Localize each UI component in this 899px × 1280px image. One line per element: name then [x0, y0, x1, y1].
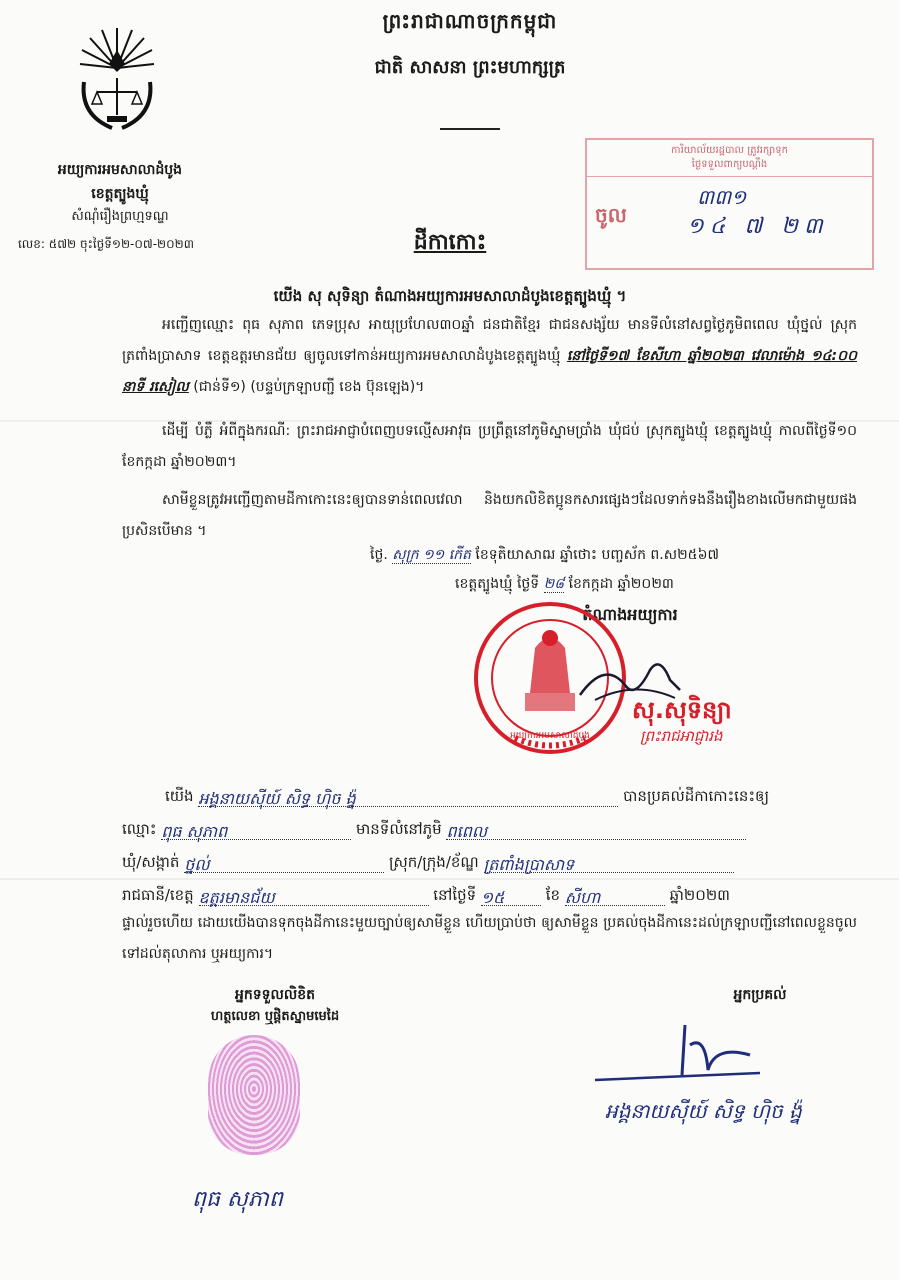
delivery-month-field: សីហា	[565, 887, 665, 906]
delivery-line-4	[122, 884, 857, 906]
office-file: សំណុំរឿងព្រហ្មទណ្ឌ	[71, 209, 169, 224]
receiver-name-handwritten: ពុធ សុភាព	[192, 1187, 283, 1212]
receipt-stamp-label: ចូល	[595, 203, 627, 227]
receiver-subtitle: ហត្ថលេខា ឬផ្តិតស្នាមមេដៃ	[210, 1009, 340, 1024]
lunar-suffix: ខែទុតិយាសាឍ ឆ្នាំថោះ បញ្ចស័ក ព.ស២៥៦៧	[475, 547, 719, 563]
l4-mid: នៅថ្ងៃទី	[433, 886, 477, 904]
office-name: អយ្យការអមសាលាដំបូង	[57, 162, 183, 178]
purpose-text: ដើម្បី បំភ្លឺ អំពីក្នុងករណី: ព្រះរាជអាជ្ញាបំពេញបទល្មើសអាវុធ ប្រព្រឹត្តនៅភូមិស្នាមប្រាំង ឃុំជប់ ស្រុកត្បូងឃ្មុំ ខេត្តត្បូងឃ្មុំ កាលពីថ្ងៃទី១០ ខែកក្កដា ឆ្នាំ២០២៣។	[122, 423, 857, 470]
lunar-day: សុក្រ ១១ កើត	[392, 547, 471, 563]
receipt-stamp-line2: ថ្ងៃទទួលពាក្យបណ្តឹង	[691, 159, 768, 170]
solar-suffix: ខែកក្កដា ឆ្នាំ២០២៣	[568, 576, 674, 592]
header-divider	[440, 128, 500, 130]
receiver-title: អ្នកទទួលលិខិត	[235, 987, 315, 1003]
l4-year: ឆ្នាំ២០២៣	[669, 886, 730, 904]
lunar-prefix: ថ្ងៃ.	[370, 547, 388, 563]
province-field: ឧត្តរមានជ័យ	[199, 887, 429, 906]
receipt-stamp	[585, 138, 874, 270]
summons-location: (ជាន់ទី១) (បន្ទប់ក្រឡាបញ្ជី ខេង ប៊ុនឡេង)។	[193, 379, 425, 395]
l3-prefix: ឃុំ/សង្កាត់	[122, 853, 180, 871]
l1-suffix: បានប្រគល់ដីកាកោះនេះឲ្យ	[623, 787, 770, 805]
delivery-line-2	[122, 818, 857, 840]
deliverer-name-handwritten: អង្គនាយស៊ីយ៍ សិទ្ធ ហ៊ិច ង្វ៉ុ	[605, 1099, 802, 1123]
summons-text: អញ្ជើញឈ្មោះ ពុធ សុភាព ភេទប្រុស អាយុប្រហែល៣០ឆ្នាំ ជនជាតិខ្មែរ ជាជនសង្ស័យ មានទីលំនៅសព្វថ្ងៃភូមិពពេល ឃុំថ្នល់ ស្រុកត្រពាំងប្រាសាទ ខេត្តឧត្តរមានជ័យ ឲ្យចូលទៅកាន់អយ្យការអមសាលាដំបូងខេត្តត្បូងឃ្មុំ	[122, 317, 857, 364]
office-province: ខេត្តត្បូងឃ្មុំ	[91, 186, 149, 202]
receipt-stamp-number: ៣៣១	[697, 185, 747, 209]
paper-fold	[0, 878, 899, 880]
intro-line: យើង សុ សុទិន្យា តំណាងអយ្យការអមសាលាដំបូងខេត្តត្បូងឃ្មុំ ។	[273, 287, 627, 305]
recipient-name-field: ពុធ សុភាព	[161, 821, 351, 840]
deliverer-name-field: អង្គនាយស៊ីយ៍ សិទ្ធ ហ៊ិច ង្វ៉ុ	[198, 788, 618, 807]
district-field: ត្រពាំងប្រាសាទ	[484, 854, 734, 873]
kingdom-title: ព្រះរាជាណាចក្រកម្ពុជា	[382, 9, 558, 33]
lunar-date-line	[370, 545, 870, 566]
thumbprint-icon	[208, 1035, 300, 1155]
office-ref: លេខ: ៥៧២ ចុះថ្ងៃទី១២-០៧-២០២៣	[18, 237, 194, 251]
prosecutor-emblem-icon	[72, 20, 162, 140]
solar-date-line	[455, 574, 875, 595]
deliverer-signature-icon	[590, 1015, 790, 1090]
seal-text: អយ្យការអមសាលាដំបូង	[510, 731, 590, 741]
l4-month-label: ខែ	[545, 886, 560, 904]
l4-prefix: រាជធានី/ខេត្ត	[122, 886, 194, 904]
deliverer-title: អ្នកប្រគល់	[733, 987, 787, 1003]
signer-name: សុ.សុទិន្យា	[632, 696, 732, 724]
l2-prefix: ឈ្មោះ	[122, 820, 157, 838]
sign-title: តំណាងអយ្យការ	[582, 605, 678, 624]
motto: ជាតិ សាសនា ព្រះមហាក្សត្រ	[374, 57, 566, 78]
l1-prefix: យើង	[165, 787, 194, 805]
delivery-line-1	[165, 785, 855, 807]
receipt-stamp-date: ១៤ ៧ ២៣	[687, 214, 829, 239]
delivery-day-field: ១៥	[481, 887, 541, 906]
delivery-line-3	[122, 851, 857, 873]
solar-prefix: ខេត្តត្បូងឃ្មុំ ថ្ងៃទី	[455, 576, 540, 592]
village-field: ពពេល	[446, 821, 746, 840]
l2-mid: មានទីលំនៅភូមិ	[356, 820, 442, 838]
instruction-paragraph	[122, 485, 857, 547]
l3-mid: ស្រុក/ក្រុង/ខ័ណ្ឌ	[388, 853, 479, 871]
receipt-stamp-line1: ការិយាល័យរដ្ឋបាល ត្រូវរក្សាទុក	[671, 145, 788, 156]
signer-role: ព្រះរាជអាជ្ញារង	[640, 727, 723, 745]
purpose-paragraph	[122, 416, 857, 478]
commune-field: ថ្នល់	[184, 854, 384, 873]
summons-paragraph	[122, 310, 857, 403]
instruction-text: សាមីខ្លួនត្រូវអញ្ជើញតាមដីកាកោះនេះឲ្យបានទាន់ពេលវេលា និងយកលិខិតប្អូនកសារផ្សេងៗដែលទាក់ទងនឹងរឿងខាងលើមកជាមួយផង ប្រសិនបើមាន ។	[122, 492, 857, 539]
delivery-paragraph: ផ្ទាល់រួចហើយ ដោយយើងបានទុកចុងដីកានេះមួយច្បាប់ឲ្យសាមីខ្លួន ហើយប្រាប់ថា ឲ្យសាមីខ្លួន ប្រគល់ចុងដីកានេះដល់ក្រឡាបញ្ជីនៅពេលខ្លួនចូលទៅដល់តុលាការ ឬអយ្យការ។	[122, 915, 857, 962]
solar-day: ២៨	[543, 576, 565, 592]
document-heading: ដីកាកោះ	[413, 230, 487, 255]
summons-datetime: នៅថ្ងៃទី១៧ ខែសីហា ឆ្នាំ២០២៣ វេលាម៉ោង ១៤:០០ នាទី រសៀល	[122, 348, 857, 395]
